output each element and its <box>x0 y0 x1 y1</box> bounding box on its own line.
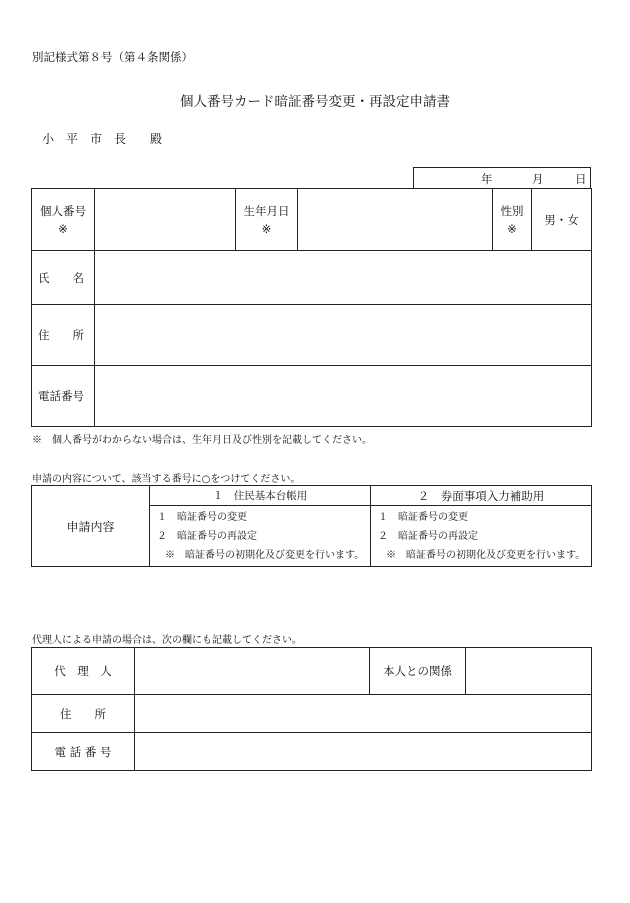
birthdate-label-cell <box>236 189 298 251</box>
request-table <box>31 485 592 567</box>
agent-address-field[interactable] <box>135 695 592 733</box>
pin-change-option[interactable]: １ 暗証番号の変更 <box>157 511 247 523</box>
agent-table <box>31 647 592 771</box>
phone-label: 電話番号 <box>32 366 95 427</box>
birthdate-mark: ※ <box>261 221 272 236</box>
phone-field[interactable] <box>95 366 592 427</box>
gender-options[interactable]: 男・女 <box>532 189 592 251</box>
card-input-assist-options <box>371 506 592 567</box>
agent-phone-label: 電 話 番 号 <box>32 733 135 771</box>
relation-label: 本人との関係 <box>370 648 466 695</box>
birthdate-field[interactable] <box>298 189 493 251</box>
relation-field[interactable] <box>466 648 592 695</box>
address-field[interactable] <box>95 305 592 366</box>
gender-label: 性別 <box>500 203 524 218</box>
resident-registry-options <box>150 506 371 567</box>
pin-reset-option[interactable]: ２ 暗証番号の再設定 <box>157 530 257 542</box>
date-month-label: 月 <box>532 172 544 186</box>
pin-reset-note: ※ 暗証番号の初期化及び変更を行います。 <box>386 549 586 561</box>
request-instruction: 申請の内容について、該当する番号に○をつけてください。 <box>32 474 301 485</box>
addressee: 小 平 市 長 殿 <box>42 132 163 146</box>
applicant-table <box>31 188 592 427</box>
my-number-field[interactable] <box>95 189 236 251</box>
form-number: 別記様式第８号（第４条関係） <box>32 50 193 64</box>
date-day-label: 日 <box>575 172 587 186</box>
name-label: 氏 名 <box>32 251 95 305</box>
agent-address-label: 住 所 <box>32 695 135 733</box>
agent-instruction: 代理人による申請の場合は、次の欄にも記載してください。 <box>32 635 302 646</box>
form-title: 個人番号カード暗証番号変更・再設定申請書 <box>180 94 450 110</box>
my-number-mark: ※ <box>58 221 68 236</box>
address-label: 住 所 <box>32 305 95 366</box>
agent-phone-field[interactable] <box>135 733 592 771</box>
resident-registry-header: １ 住民基本台帳用 <box>150 486 371 506</box>
pin-change-option[interactable]: １ 暗証番号の変更 <box>378 511 468 523</box>
birthdate-note: ※ 個人番号がわからない場合は、生年月日及び性別を記載してください。 <box>32 435 372 446</box>
card-input-assist-header: ２ 券面事項入力補助用 <box>371 486 592 506</box>
pin-reset-option[interactable]: ２ 暗証番号の再設定 <box>378 530 478 542</box>
agent-name-field[interactable] <box>135 648 370 695</box>
gender-label-cell <box>493 189 532 251</box>
date-year-label: 年 <box>481 172 493 186</box>
pin-reset-note: ※ 暗証番号の初期化及び変更を行います。 <box>165 549 365 561</box>
name-field[interactable] <box>95 251 592 305</box>
birthdate-label: 生年月日 <box>243 203 290 218</box>
my-number-label-cell <box>32 189 95 251</box>
gender-mark: ※ <box>507 221 517 236</box>
my-number-label: 個人番号 <box>40 203 86 218</box>
date-box <box>413 167 591 188</box>
agent-label: 代 理 人 <box>32 648 135 695</box>
request-label: 申請内容 <box>32 486 150 567</box>
